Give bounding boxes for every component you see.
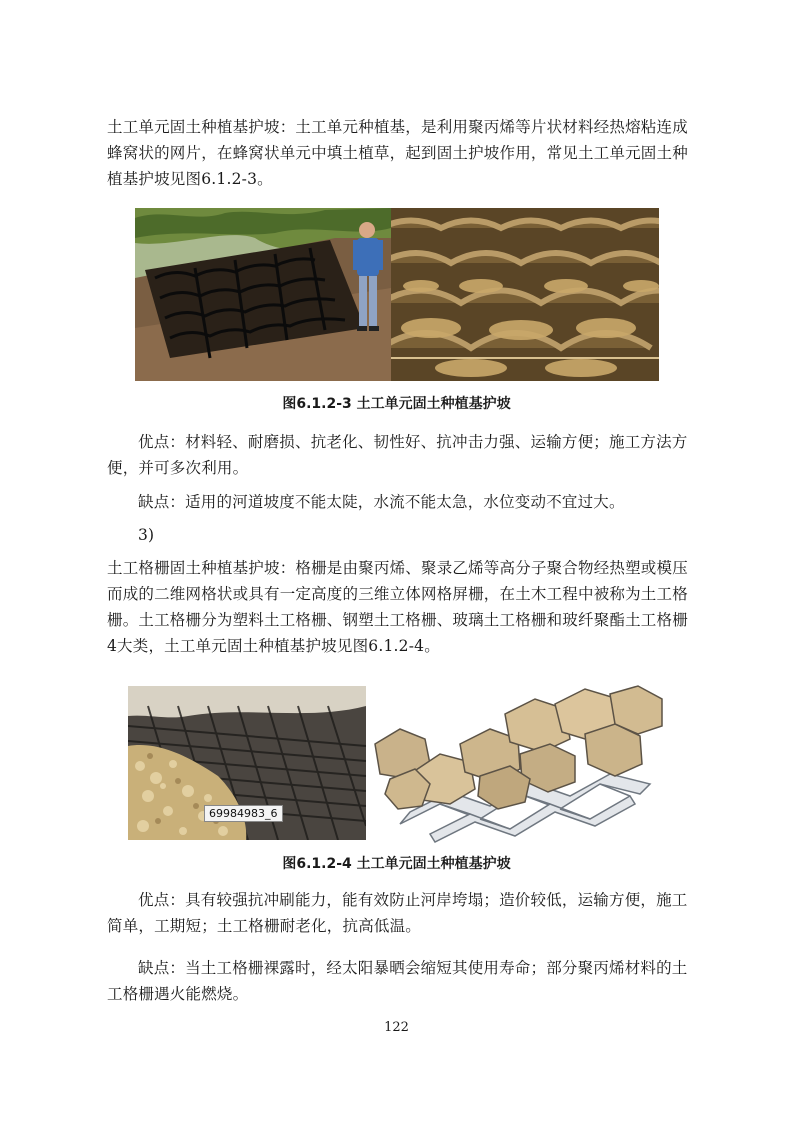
section1-intro: 土工单元固土种植基护坡：土工单元种植基，是利用聚丙烯等片状材料经热熔粘连成蜂窝状的网片，在蜂窝状单元中填土植草，起到固土护坡作用，常见土工单元固土种植基护坡见图6.1.2-3。 <box>107 118 688 188</box>
figure-6-1-2-4-caption: 图6.1.2-4 土工单元固土种植基护坡 <box>282 856 511 872</box>
figure-6-1-2-3-caption: 图6.1.2-3 土工单元固土种植基护坡 <box>282 396 511 412</box>
figure-6-1-2-3-honeycomb-photo <box>391 208 659 381</box>
figure-6-1-2-4-geogrid-illustration <box>370 684 668 844</box>
figure-6-1-2-3-slope-photo <box>135 208 391 381</box>
section1-advantages: 优点：材料轻、耐磨损、抗老化、韧性好、抗冲击力强、运输方便；施工方法方便，并可多次利用。 <box>107 433 688 477</box>
item-number: 3) <box>138 526 155 544</box>
section1-disadvantages: 缺点：适用的河道坡度不能太陡，水流不能太急，水位变动不宜过大。 <box>138 493 625 511</box>
section2-disadvantages: 缺点：当土工格栅裸露时，经太阳暴晒会缩短其使用寿命；部分聚丙烯材料的土工格栅遇火能燃烧。 <box>107 959 688 1003</box>
section2-intro: 土工格栅固土种植基护坡：格栅是由聚丙烯、聚录乙烯等高分子聚合物经热塑或模压而成的二维网格状或具有一定高度的三维立体网格屏栅，在土木工程中被称为土工格栅。土工格栅分为塑料土工格栅、钢塑土工格栅、玻璃土工格栅和玻纤聚酯土工格栅4大类，土工单元固土种植基护坡见图6.1.2-4。 <box>107 559 688 655</box>
section2-advantages: 优点：具有较强抗冲刷能力，能有效防止河岸垮塌；造价较低，运输方便，施工简单，工期短；土工格栅耐老化，抗高低温。 <box>107 891 688 935</box>
image-id-tag: 69984983_6 <box>204 805 283 822</box>
page-number: 122 <box>384 1020 409 1035</box>
